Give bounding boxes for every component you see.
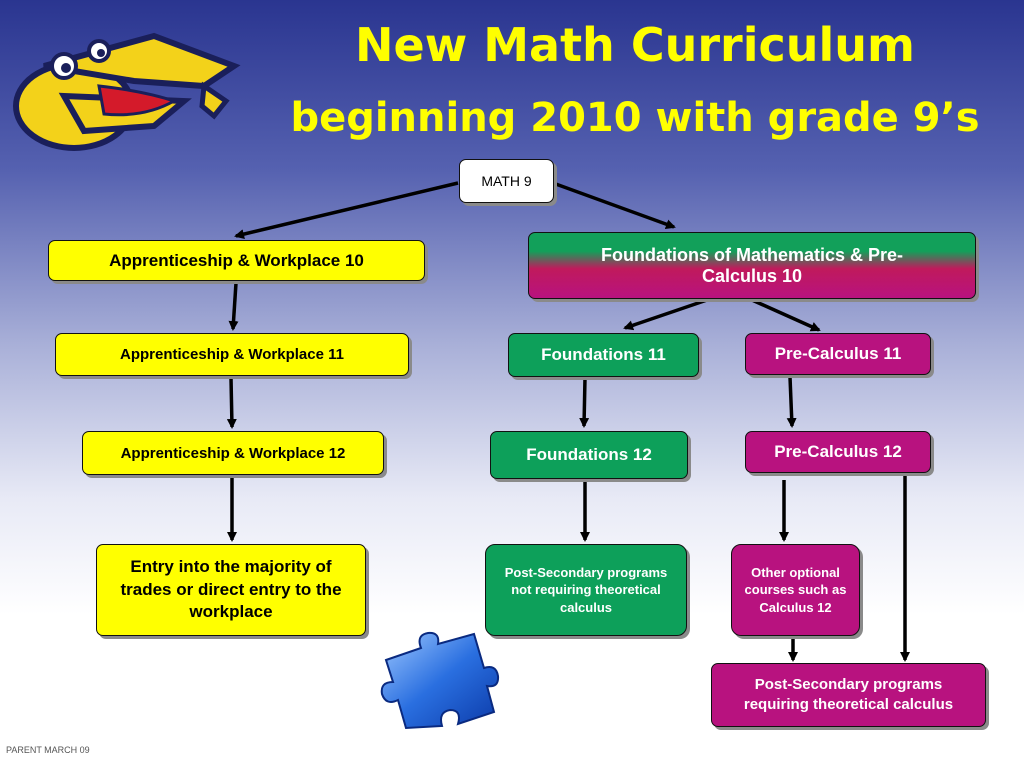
arrow-fpc10-pc11 [752,300,819,330]
puzzle-piece-icon [366,630,501,730]
arrow-aw10-aw11 [233,283,236,329]
box-pre-calculus-12: Pre-Calculus 12 [745,431,931,473]
slide-title: New Math Curriculum [355,18,915,72]
slide-subtitle: beginning 2010 with grade 9’s [290,95,980,141]
arrow-math9-fpc10 [553,183,674,227]
box-post-secondary-no-calculus: Post-Secondary programs not requiring theoretical calculus [485,544,687,636]
box-apprenticeship-workplace-10: Apprenticeship & Workplace 10 [48,240,425,281]
box-pre-calculus-11: Pre-Calculus 11 [745,333,931,375]
footer-note: PARENT MARCH 09 [6,745,90,755]
box-apprenticeship-workplace-12: Apprenticeship & Workplace 12 [82,431,384,475]
box-other-optional-courses: Other optional courses such as Calculus 12 [731,544,860,636]
arrow-f11-f12 [584,378,585,426]
box-foundations-precalc-10: Foundations of Mathematics & Pre-Calculus 10 [528,232,976,299]
arrow-aw11-aw12 [231,378,232,427]
box-math-9: MATH 9 [459,159,554,203]
box-entry-workplace: Entry into the majority of trades or direct entry to the workplace [96,544,366,636]
box-apprenticeship-workplace-11: Apprenticeship & Workplace 11 [55,333,409,376]
box-foundations-12: Foundations 12 [490,431,688,479]
box-post-secondary-calculus: Post-Secondary programs requiring theoretical calculus [711,663,986,727]
arrow-fpc10-f11 [625,300,707,328]
box-foundations-11: Foundations 11 [508,333,699,377]
arrow-pc11-pc12 [790,377,792,426]
arrow-math9-aw10 [236,183,458,236]
